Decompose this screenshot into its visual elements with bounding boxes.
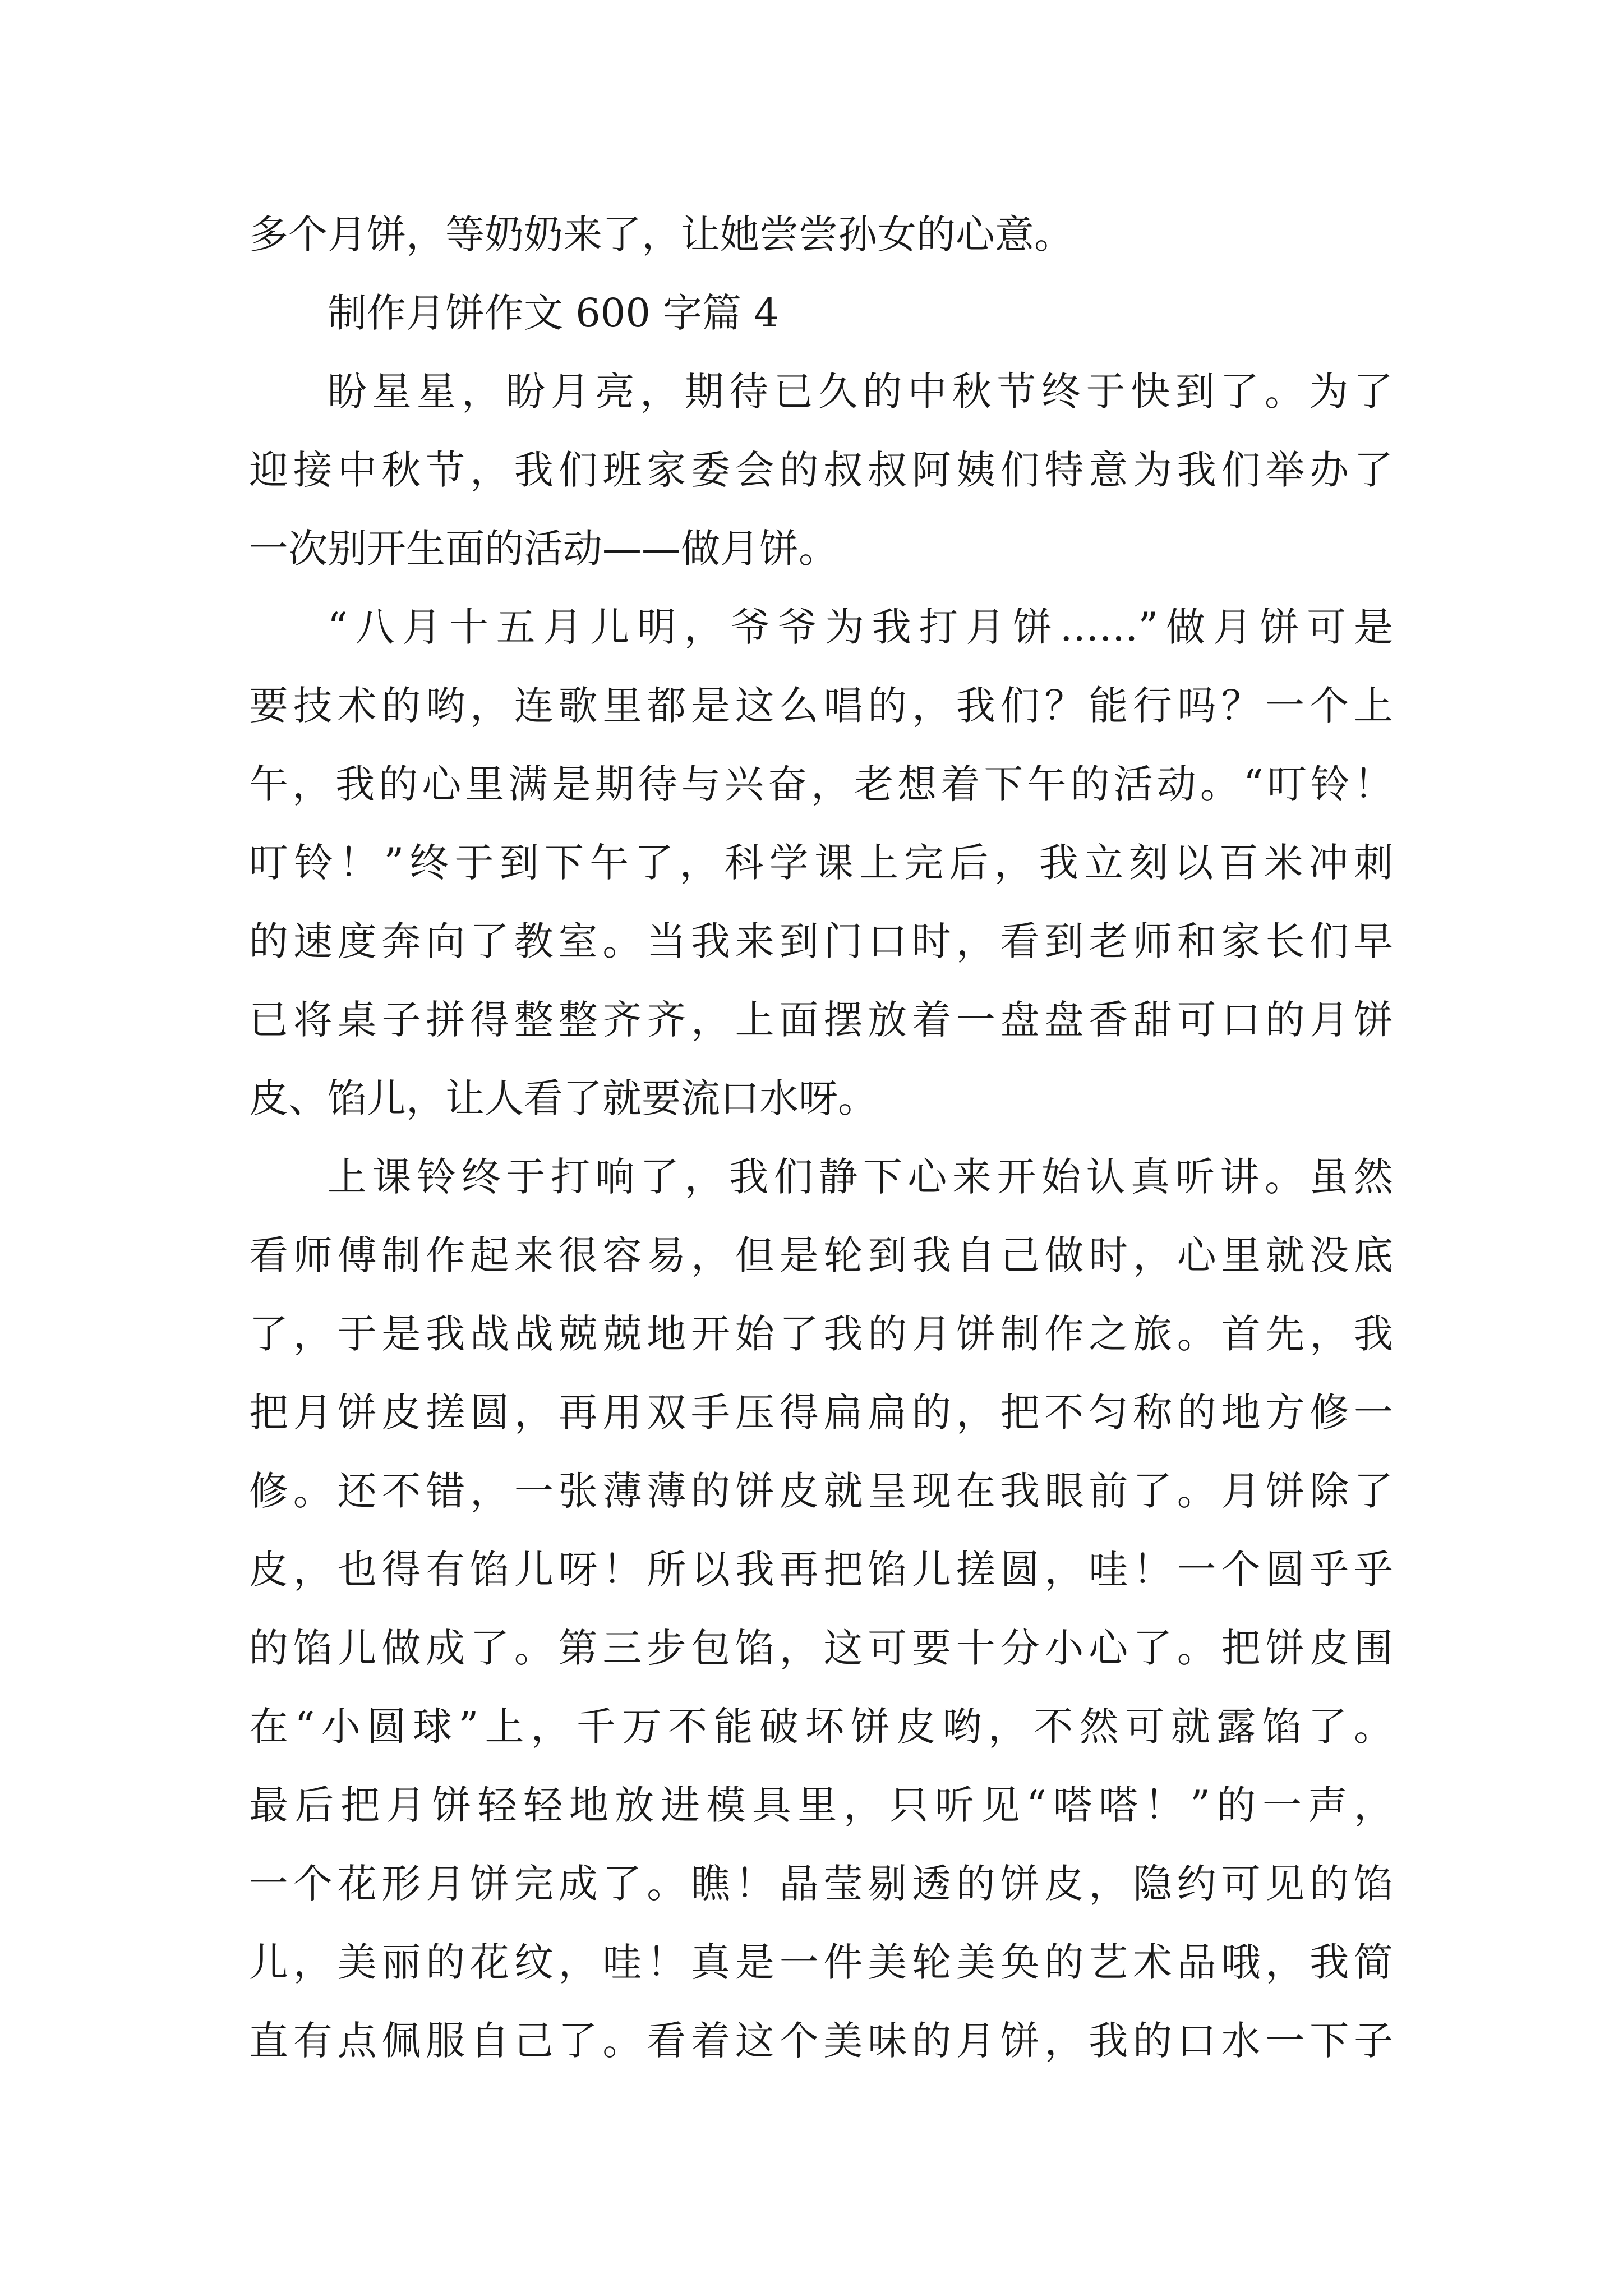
paragraph-line: 多个月饼，等奶奶来了，让她尝尝孙女的心意。 xyxy=(249,211,1073,257)
paragraph-line: 盼星星，盼月亮，期待已久的中秋节终于快到了。为了 xyxy=(328,369,1393,415)
paragraph-line: 午，我的心里满是期待与兴奋，老想着下午的活动。“叮铃！ xyxy=(249,761,1393,807)
paragraph-line: 儿，美丽的花纹，哇！真是一件美轮美奂的艺术品哦，我简 xyxy=(249,1939,1393,1985)
paragraph-line: 一次别开生面的活动——做月饼。 xyxy=(249,526,838,572)
paragraph-line: 皮、馅儿，让人看了就要流口水呀。 xyxy=(249,1075,877,1121)
paragraph-line: 看师傅制作起来很容易，但是轮到我自己做时，心里就没底 xyxy=(249,1232,1393,1278)
paragraph-line: 一个花形月饼完成了。瞧！晶莹剔透的饼皮，隐约可见的馅 xyxy=(249,1861,1393,1907)
paragraph-line: 迎接中秋节，我们班家委会的叔叔阿姨们特意为我们举办了 xyxy=(249,447,1393,493)
paragraph-line: 的馅儿做成了。第三步包馅，这可要十分小心了。把饼皮围 xyxy=(249,1625,1393,1671)
paragraph-line: 上课铃终于打响了，我们静下心来开始认真听讲。虽然 xyxy=(328,1154,1393,1200)
paragraph-line: 已将桌子拼得整整齐齐，上面摆放着一盘盘香甜可口的月饼 xyxy=(249,997,1393,1043)
paragraph-line: 要技术的哟，连歌里都是这么唱的，我们？能行吗？一个上 xyxy=(249,683,1393,729)
paragraph-line: 最后把月饼轻轻地放进模具里，只听见“嗒嗒！”的一声， xyxy=(249,1782,1393,1828)
paragraph-line: 直有点佩服自己了。看着这个美味的月饼，我的口水一下子 xyxy=(249,2018,1393,2064)
paragraph-line: 了，于是我战战兢兢地开始了我的月饼制作之旅。首先，我 xyxy=(249,1311,1393,1357)
paragraph-line: 叮铃！”终于到下午了，科学课上完后，我立刻以百米冲刺 xyxy=(249,840,1393,886)
paragraph-line: 修。还不错，一张薄薄的饼皮就呈现在我眼前了。月饼除了 xyxy=(249,1468,1393,1514)
paragraph-line: “八月十五月儿明，爷爷为我打月饼……”做月饼可是 xyxy=(328,604,1393,650)
paragraph-line: 的速度奔向了教室。当我来到门口时，看到老师和家长们早 xyxy=(249,918,1393,964)
paragraph-line: 把月饼皮搓圆，再用双手压得扁扁的，把不匀称的地方修一 xyxy=(249,1389,1393,1435)
paragraph-line: 在“小圆球”上，千万不能破坏饼皮哟，不然可就露馅了。 xyxy=(249,1704,1393,1750)
section-heading: 制作月饼作文 600 字篇 4 xyxy=(328,290,779,336)
paragraph-line: 皮，也得有馅儿呀！所以我再把馅儿搓圆，哇！一个圆乎乎 xyxy=(249,1547,1393,1593)
